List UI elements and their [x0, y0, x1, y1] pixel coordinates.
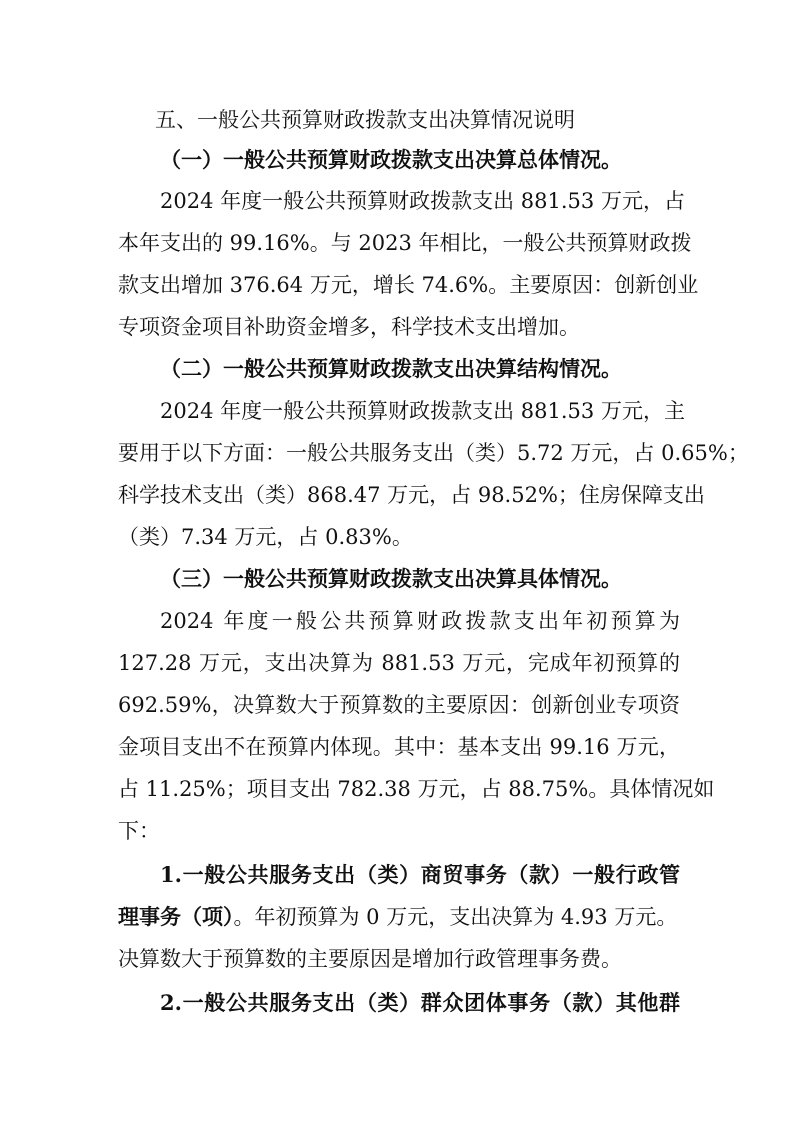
paragraph-line: 2024 年度一般公共预算财政拨款支出年初预算为 — [160, 609, 680, 633]
section-title: 五、一般公共预算财政拨款支出决算情况说明 — [155, 108, 575, 132]
heading-overall: （一）一般公共预算财政拨款支出决算总体情况。 — [160, 147, 622, 172]
heading-structure: （二）一般公共预算财政拨款支出决算结构情况。 — [160, 356, 622, 381]
item1-heading: 1.一般公共服务支出（类）商贸事务（款）一般行政管 — [160, 862, 680, 887]
paragraph-line: 下： — [118, 819, 160, 843]
paragraph-line: 科学技术支出（类）868.47 万元，占 98.52%；住房保障支出 — [118, 483, 705, 507]
item2-heading: 2.一般公共服务支出（类）群众团体事务（款）其他群 — [160, 990, 680, 1015]
paragraph-line: 专项资金项目补助资金增多，科学技术支出增加。 — [118, 315, 580, 339]
item1-heading-end: 理事务（项） — [118, 904, 234, 929]
paragraph-line: 692.59%，决算数大于预算数的主要原因：创新创业专项资 — [118, 693, 680, 717]
heading-details: （三）一般公共预算财政拨款支出决算具体情况。 — [160, 566, 622, 591]
paragraph-line: 2024 年度一般公共预算财政拨款支出 881.53 万元，占 — [160, 189, 685, 213]
paragraph-line: 本年支出的 99.16%。与 2023 年相比，一般公共预算财政拨 — [118, 231, 692, 255]
paragraph-line: 2024 年度一般公共预算财政拨款支出 881.53 万元，主 — [160, 399, 685, 423]
paragraph-line: 占 11.25%；项目支出 782.38 万元，占 88.75%。具体情况如 — [118, 777, 715, 801]
paragraph-line: （类）7.34 万元，占 0.83%。 — [118, 525, 413, 549]
item1-line: 决算数大于预算数的主要原因是增加行政管理事务费。 — [118, 947, 622, 971]
paragraph-line: 款支出增加 376.64 万元，增长 74.6%。主要原因：创新创业 — [118, 273, 699, 297]
paragraph-line: 127.28 万元，支出决算为 881.53 万元，完成年初预算的 — [118, 651, 680, 675]
item1-text: 。年初预算为 0 万元，支出决算为 4.93 万元。 — [233, 905, 678, 929]
paragraph-line: 要用于以下方面：一般公共服务支出（类）5.72 万元，占 0.65%； — [118, 441, 749, 465]
paragraph-line: 金项目支出不在预算内体现。其中：基本支出 99.16 万元， — [118, 735, 680, 759]
item1-line — [118, 902, 680, 932]
